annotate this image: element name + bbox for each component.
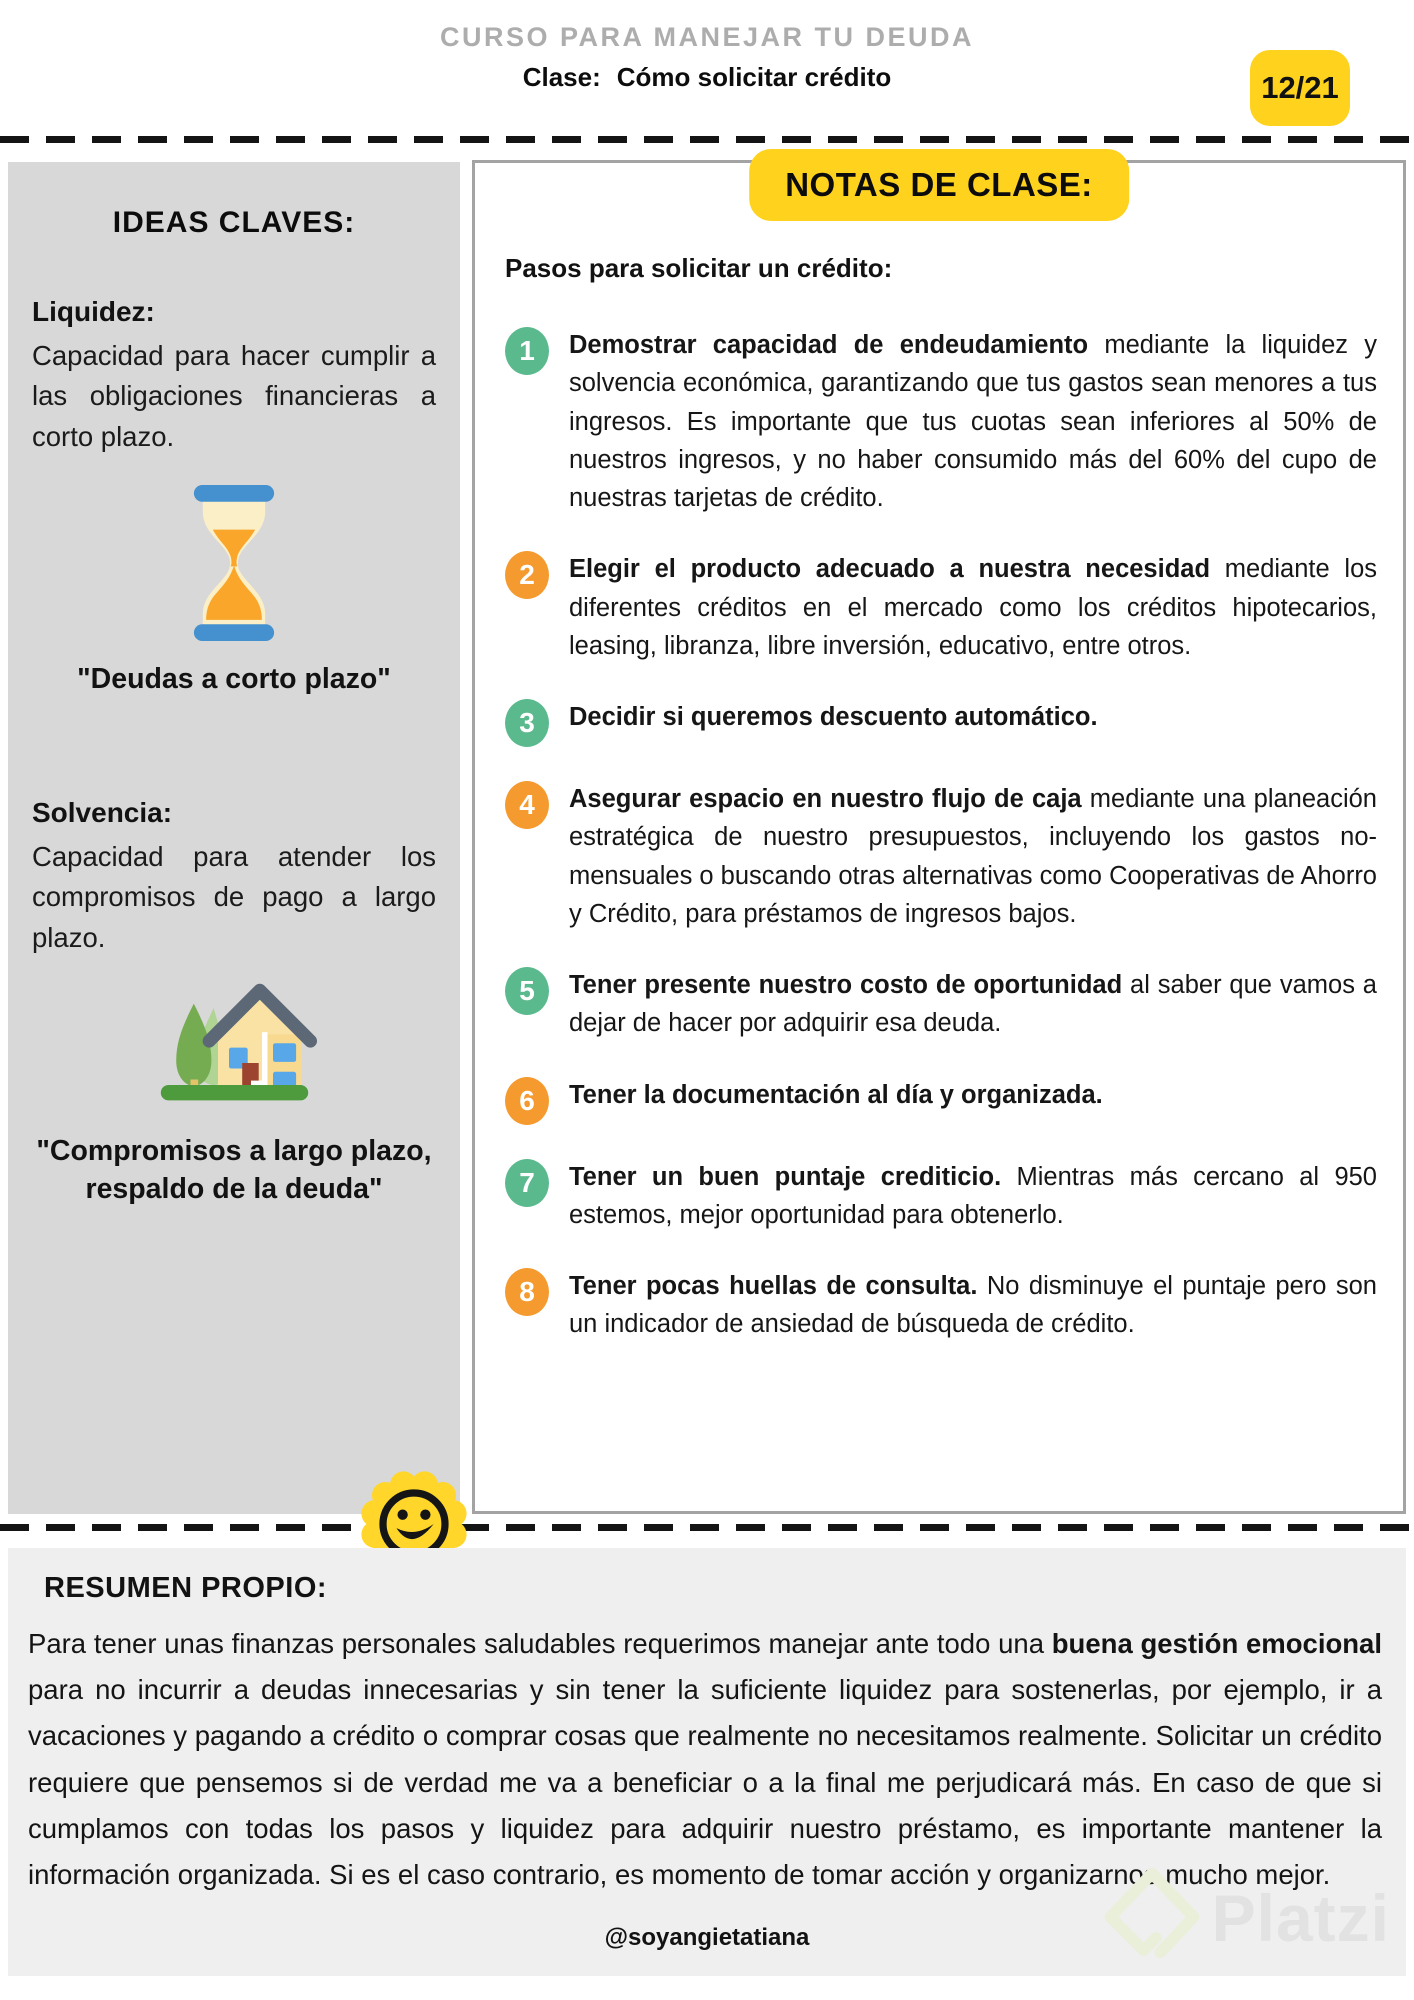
- platzi-watermark: [1100, 1863, 1390, 1972]
- platzi-watermark-text: Platzi: [1211, 1880, 1390, 1955]
- step-8-number-badge: 8: [505, 1268, 549, 1316]
- class-notes-title: NOTAS DE CLASE:: [749, 149, 1129, 221]
- step-4-number-badge: 4: [505, 781, 549, 829]
- definition-liquidez: Capacidad para hacer cumplir a las obligaciones financieras a corto plazo.: [32, 340, 436, 452]
- dashed-divider-bottom: [0, 1524, 1414, 1531]
- step-5: [505, 966, 1377, 1043]
- step-4: [505, 780, 1377, 933]
- step-8-text: Tener pocas huellas de consulta. No disminuye el puntaje pero son un indicador de ansiedad de búsqueda de crédito.: [569, 1272, 1377, 1339]
- page-number-badge: 12/21: [1250, 50, 1350, 126]
- platzi-logo-icon: [1100, 1863, 1204, 1972]
- key-ideas-panel: [8, 162, 460, 1514]
- step-2-text: Elegir el producto adecuado a nuestra necesidad mediante los diferentes créditos en el mercado como los créditos hipotecarios, leasing, libranza, libre inversión, educativo, entre otros.: [569, 555, 1378, 660]
- step-1: [505, 326, 1377, 517]
- step-1-text: Demostrar capacidad de endeudamiento mediante la liquidez y solvencia económica, garantizando que tus gastos sean menores a tus ingresos. Es importante que tus cuotas sean inferiores al 50% de nuestros ingresos, y no haber consumido más del 60% del cupo de nuestras tarjetas de crédito.: [569, 331, 1377, 512]
- step-3-text: Decidir si queremos descuento automático.: [569, 703, 1098, 731]
- step-4-text: Asegurar espacio en nuestro flujo de caja mediante una planeación estratégica de nuestro presupuestos, incluyendo los gastos no-mensuales o buscando otras alternativas como Cooperativas de Ahorro y Crédito, para préstamos de ingresos bajos.: [569, 785, 1377, 928]
- steps-list: [505, 326, 1377, 1344]
- course-title: CURSO PARA MANEJAR TU DEUDA: [439, 22, 974, 52]
- quote-short-term: "Deudas a corto plazo": [77, 663, 391, 696]
- hourglass-icon: [32, 485, 436, 646]
- step-2: [505, 550, 1377, 665]
- own-summary-text: Para tener unas finanzas personales saludables requerimos manejar ante todo una buena gestión emocional para no incurrir a deudas innecesarias y sin tener la suficiente liquidez para sostenerlas, por ejemplo, ir a vacaciones y pagando a crédito o comprar cosas que realmente no necesitamos realmente. Solicitar un crédito requiere que pensemos si de verdad me va a beneficiar o a la final me perjudicará más. En caso de que si cumplamos con todas los pasos y liquidez para adquirir nuestro préstamo, es importante mantener la información organizada. Si es el caso contrario, es momento de tomar acción y organizarnos mucho mejor.: [28, 1628, 1382, 1890]
- step-7-text: Tener un buen puntaje crediticio. Mientras más cercano al 950 estemos, mejor oportunidad para obtenerlo.: [569, 1162, 1377, 1229]
- own-summary-panel: [8, 1548, 1406, 1976]
- dashed-divider-top: [0, 136, 1414, 143]
- class-prefix: Clase:: [522, 62, 601, 92]
- steps-subtitle: Pasos para solicitar un crédito:: [505, 253, 893, 283]
- house-icon: [32, 964, 436, 1112]
- own-summary-title: RESUMEN PROPIO:: [44, 1572, 328, 1604]
- class-name: Cómo solicitar crédito: [616, 62, 892, 92]
- step-3: [505, 698, 1377, 747]
- step-5-text: Tener presente nuestro costo de oportunidad al saber que vamos a dejar de hacer por adquirir esa deuda.: [569, 971, 1377, 1038]
- quote-long-term: "Compromisos a largo plazo, respaldo de la deuda": [36, 1135, 432, 1206]
- step-7: [505, 1158, 1377, 1235]
- step-2-number-badge: 2: [505, 551, 549, 599]
- step-6-text: Tener la documentación al día y organizada.: [569, 1080, 1103, 1109]
- term-liquidez: Liquidez:: [32, 296, 155, 327]
- definition-solvencia: Capacidad para atender los compromisos de pago a largo plazo.: [32, 840, 436, 953]
- step-5-number-badge: 5: [505, 967, 549, 1015]
- step-6-number-badge: 6: [505, 1077, 549, 1125]
- term-solvencia: Solvencia:: [32, 796, 173, 828]
- class-notes-panel: [472, 160, 1406, 1514]
- step-6: [505, 1076, 1377, 1125]
- step-8: [505, 1267, 1377, 1344]
- key-ideas-title: IDEAS CLAVES:: [112, 206, 356, 239]
- author-handle: @soyangietatiana: [604, 1924, 810, 1952]
- step-7-number-badge: 7: [505, 1159, 549, 1207]
- class-title: [0, 62, 1414, 93]
- step-1-number-badge: 1: [505, 327, 549, 375]
- step-3-number-badge: 3: [505, 699, 549, 747]
